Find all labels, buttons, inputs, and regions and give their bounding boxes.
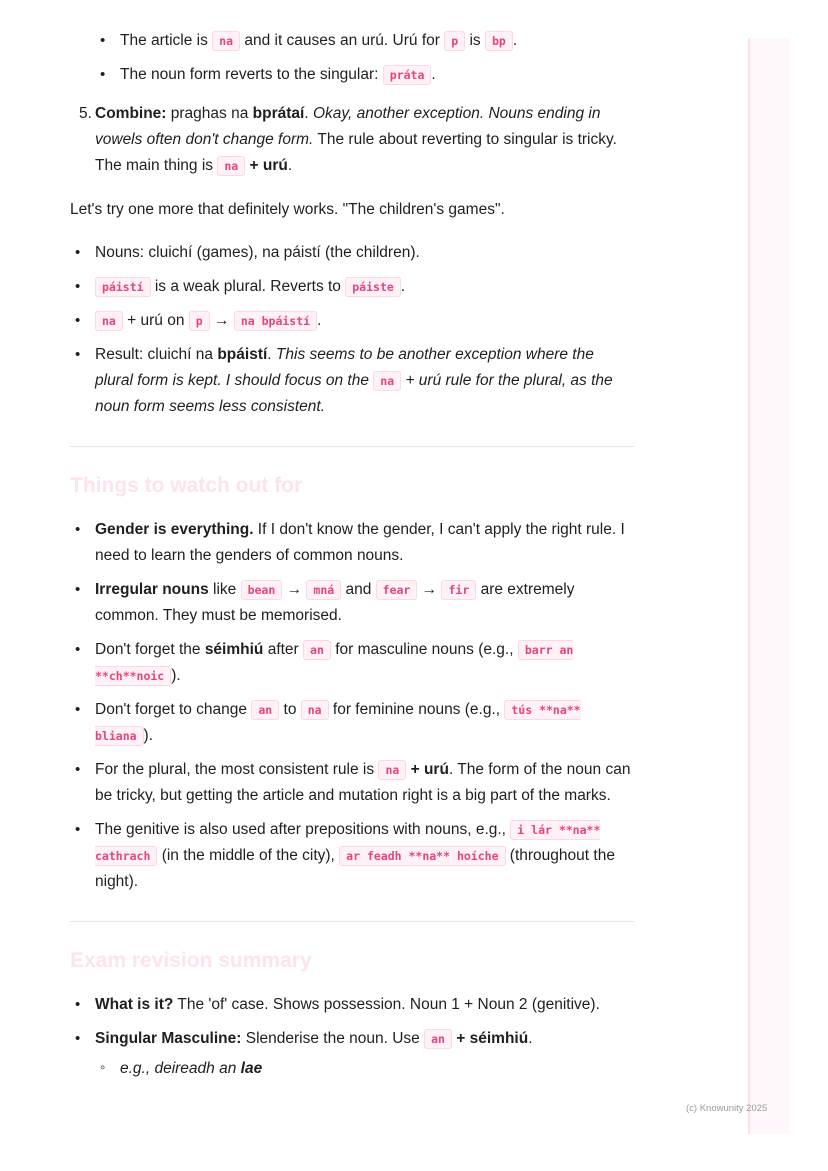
inline-code: bean xyxy=(241,580,283,600)
inline-code: an xyxy=(424,1029,452,1049)
text: The genitive is also used after prepositions with nouns, e.g., xyxy=(95,821,511,838)
list-item xyxy=(95,308,634,334)
text: Nouns: cluichí (games), na páistí (the children). xyxy=(95,244,420,261)
text: Don't forget to change xyxy=(95,701,252,718)
arrow-icon: → xyxy=(417,581,442,598)
bold-text: bprátaí xyxy=(252,105,305,122)
list-item xyxy=(95,342,634,420)
text: ). xyxy=(143,727,154,744)
italic-text: + urú rule for the plural, as the noun form seems less consistent. xyxy=(95,372,613,415)
inline-code: p xyxy=(189,311,210,331)
divider xyxy=(70,446,634,447)
text: . xyxy=(304,105,309,122)
step-number: 5. xyxy=(79,105,92,122)
bold-text: bpáistí xyxy=(217,346,268,363)
inline-code: an xyxy=(251,700,279,720)
children-list xyxy=(70,240,634,420)
inline-code: mná xyxy=(306,580,341,600)
list-item xyxy=(95,274,634,300)
bold-text: séimhiú xyxy=(204,641,264,658)
text: to xyxy=(279,701,301,718)
text: . The form of the noun can be tricky, but getting the article and mutation right is a big part of the marks. xyxy=(95,761,631,804)
text: For the plural, the most consistent rule is xyxy=(95,761,379,778)
inline-code: i lár **na** cathrach xyxy=(95,820,600,866)
text: . xyxy=(512,32,518,49)
copyright-footer: (c) Knowunity 2025 xyxy=(686,1103,768,1114)
text: and xyxy=(341,581,376,598)
text: praghas na xyxy=(166,105,253,122)
text: . xyxy=(267,346,272,363)
inline-code: na bpáistí xyxy=(234,311,317,331)
list-item xyxy=(120,28,634,54)
list-item xyxy=(95,577,634,629)
text: (in the middle of the city), xyxy=(157,847,340,864)
text: . xyxy=(287,157,293,174)
text: (throughout the night). xyxy=(95,847,615,890)
section-heading-exam-summary: Exam revision summary xyxy=(70,949,312,972)
text: If I don't know the gender, I can't apply the right rule. I need to learn the genders of common nouns. xyxy=(95,521,625,564)
list-item xyxy=(120,62,634,88)
nested-list xyxy=(95,1056,634,1082)
inline-code: an xyxy=(303,640,331,660)
inline-code: na xyxy=(373,371,401,391)
list-item xyxy=(95,757,634,809)
text: The noun form reverts to the singular: xyxy=(120,66,383,83)
italic-text: e.g., deireadh an xyxy=(120,1060,241,1077)
text: is xyxy=(465,32,485,49)
text: for feminine nouns (e.g., xyxy=(328,701,505,718)
numbered-list xyxy=(70,101,634,179)
list-item xyxy=(120,1056,634,1082)
arrow-icon: → xyxy=(209,312,234,329)
step-5 xyxy=(79,101,634,179)
bold-text: Singular Masculine: xyxy=(95,1030,242,1047)
text: is a weak plural. Reverts to xyxy=(150,278,346,295)
text: Slenderise the noun. Use xyxy=(241,1030,425,1047)
bold-text: + séimhiú xyxy=(451,1030,529,1047)
bold-text: + urú xyxy=(245,157,288,174)
inline-code: na xyxy=(212,31,240,51)
text: The 'of' case. Shows possession. Noun 1 + Noun 2 (genitive). xyxy=(173,996,600,1013)
text: The rule about reverting to singular is tricky. The main thing is xyxy=(95,131,617,174)
text: after xyxy=(263,641,304,658)
text: are extremely common. They must be memorised. xyxy=(95,581,575,624)
italic-text: Okay, another exception. Nouns ending in vowels often don't change form. xyxy=(95,105,601,148)
italic-text: This seems to be another exception where the plural form is kept. I should focus on the xyxy=(95,346,594,389)
text: . xyxy=(431,66,436,83)
text: like xyxy=(208,581,241,598)
inline-code: práta xyxy=(383,65,432,85)
list-item xyxy=(95,1026,634,1082)
text: . xyxy=(528,1030,533,1047)
list-item xyxy=(95,992,634,1018)
inline-code: ar feadh **na** hoíche xyxy=(339,846,505,866)
inline-code: na xyxy=(378,760,406,780)
text: ). xyxy=(171,667,181,684)
text: . xyxy=(317,312,322,329)
summary-list xyxy=(70,992,634,1082)
bold-text: Irregular nouns xyxy=(95,581,209,598)
inline-code: na xyxy=(95,311,123,331)
list-item xyxy=(95,517,634,569)
inline-code: barr an **ch**noic xyxy=(95,640,573,686)
list-item xyxy=(95,817,634,895)
inline-code: na xyxy=(301,700,329,720)
text: The article is xyxy=(120,32,213,49)
text: and it causes an urú. Urú for xyxy=(240,32,445,49)
list-item xyxy=(95,240,634,266)
divider xyxy=(70,921,634,922)
bold-text: + urú xyxy=(406,761,449,778)
inline-code: na xyxy=(217,156,245,176)
list-item xyxy=(95,637,634,689)
bold-text: What is it? xyxy=(95,996,174,1013)
document-body xyxy=(70,28,634,1090)
text: + urú on xyxy=(122,312,189,329)
text: Don't forget the xyxy=(95,641,205,658)
arrow-icon: → xyxy=(282,581,307,598)
inline-code: tús **na** bliana xyxy=(95,700,581,746)
inline-code: páiste xyxy=(345,277,401,297)
section-heading-watch-out: Things to watch out for xyxy=(70,474,303,497)
text: . xyxy=(400,278,406,295)
list-item xyxy=(95,697,634,749)
watch-out-list xyxy=(70,517,634,895)
inline-code: p xyxy=(444,31,465,51)
text: Result: cluichí na xyxy=(95,346,218,363)
top-sub-list xyxy=(70,28,634,88)
right-margin-rail xyxy=(748,38,790,1134)
text: for masculine nouns (e.g., xyxy=(330,641,518,658)
step-label: Combine: xyxy=(95,105,167,122)
inline-code: fear xyxy=(376,580,418,600)
inline-code: bp xyxy=(485,31,513,51)
bold-italic-text: lae xyxy=(240,1060,263,1077)
bold-text: Gender is everything. xyxy=(95,521,254,538)
inline-code: fir xyxy=(441,580,476,600)
intro-paragraph: Let's try one more that definitely works. "The children's games". xyxy=(70,201,505,218)
inline-code: páistí xyxy=(95,277,151,297)
